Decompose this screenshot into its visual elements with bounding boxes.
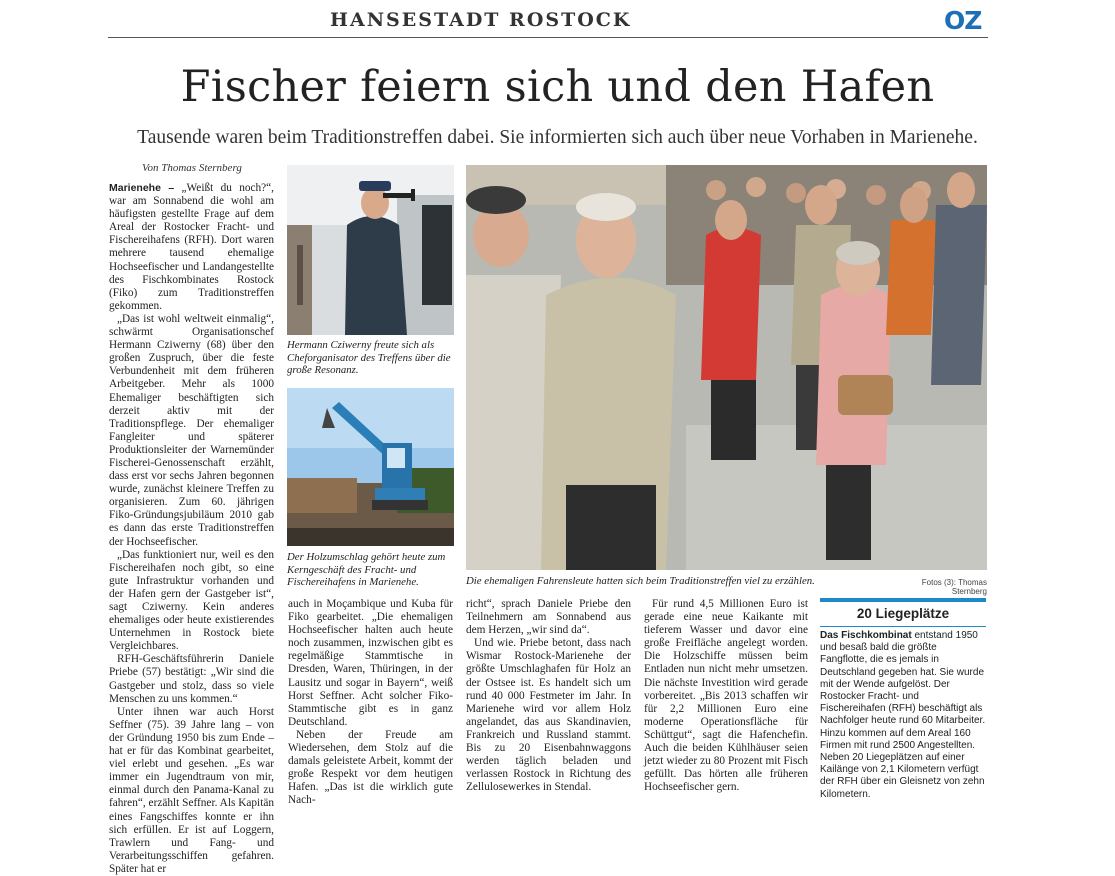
paragraph: Marienehe – „Weißt du noch?“, war am Sonnabend die wohl am häufigsten gestellte Frage auf dem Areal der Rostocker Fracht- und Fischereihafens (RFH). Dort waren mehrere tausend ehemalige Hochseefischer und Landangestellte des Fischkombinates Rostock (Fiko) zum Traditionstreffen gekommen. — [109, 182, 274, 312]
infobox-divider — [820, 626, 986, 627]
newspaper-logo: OZ — [944, 6, 982, 35]
article-column-1 — [109, 182, 274, 876]
header-divider — [108, 37, 988, 38]
photo-credit: Fotos (3): Thomas Sternberg — [921, 578, 987, 596]
photo-crane-caption: Der Holzumschlag gehört heute zum Kerngeschäft des Fracht- und Fischereihafens in Marienehe. — [287, 551, 446, 589]
paragraph: Neben der Freude am Wiedersehen, dem Stolz auf die damals geleistete Arbeit, kommt der große Respekt vor dem heutigen Hafen. „Das ist die wirklich gute Nach- — [288, 728, 453, 807]
article-headline: Fischer feiern sich und den Hafen — [180, 62, 935, 112]
paragraph: „Das funktioniert nur, weil es den Fischereihafen noch gibt, so eine gute Infrastruktur vorhanden und der Hafen gern der Gastgeber ist“, sagt Cziwerny. Kein anderes ehemaliges oder heute existierendes Unternehmen in Rostock biete Vergleichbares. — [109, 548, 274, 653]
paragraph: Für rund 4,5 Millionen Euro ist gerade eine neue Kaikante mit tieferem Wasser und davor eine große Freifläche angelegt worden. Die Holzschiffe müssen beim Entladen nun nicht mehr umsetzen. Die nächste Investition wird gerade vorbereitet. „Bis 2013 schaffen wir für 2,2 Millionen Euro eine moderne Operationsfläche für Schüttgut“, sagt die Hafenchefin. Auch die beiden Kühlhäuser seien jetzt wieder zu 80 Prozent mit Fisch gefüllt. Das hörten alle früheren Hochseefischer gern. — [644, 598, 808, 794]
section-title: HANSESTADT ROSTOCK — [330, 9, 632, 31]
photo-crowd — [466, 165, 987, 570]
paragraph: auch in Moçambique und Kuba für Fiko gearbeitet. „Die ehemaligen Hochseefischer halten auch heute noch zusammen, inzwischen gibt es regelmäßige Stammtische in Dresden, Waren, Thüringen, in der Lausitz und sogar in Bayern“, weiß Horst Seffner. Acht solcher Fiko-Stammtische gibt es in ganz Deutschland. — [288, 598, 453, 728]
dateline: Marienehe – — [109, 182, 175, 194]
article-column-3 — [466, 598, 631, 794]
paragraph: Und wie. Priebe betont, dass nach Wismar Rostock-Marienehe der größte Umschlaghafen für Holz an der Ostsee ist. Es handelt sich um rund 40 000 Festmeter im Jahr. In Marienehe wird vor allem Holz angelandet, das aus Skandinavien, Frankreich und Russland stammt. Bis zu 20 Eisenbahnwaggons werden täglich beladen und verlassen Rostock in Richtung des Zellulosewerkes in Stendal. — [466, 637, 631, 794]
infobox-body: entstand 1950 und besaß bald die größte Fangflotte, die es jemals in Deutschland gegeben hat. Sie wurde mit der Wende aufgelöst. Der Rostocker Fracht- und Fischereihafen (RFH) beschäftigt als Nachfolger heute rund 60 Mitarbeiter. Hinzu kommen auf dem Areal 160 Firmen mit rund 2500 Angestellten. Neben 20 Liegeplätzen auf einer Kailänge von 2,1 Kilometern verfügt der RFH über ein Gleisnetz von zehn Kilometern. — [820, 630, 986, 800]
article-column-2 — [288, 598, 453, 808]
article-subheadline: Tausende waren beim Traditionstreffen dabei. Sie informierten sich auch über neue Vorhaben in Marienehe. — [137, 127, 978, 148]
paragraph: „Das ist wohl weltweit einmalig“, schwärmt Organisationschef Hermann Cziwerny (68) über den großen Zuspruch, über die feste Verbundenheit mit dem früheren Arbeitgeber. Mehr als 1000 Ehemaliger beschäftigten sich derzeit aktiv mit der Traditionspflege. Der ehemaliger Fangleiter und späterer Produktionsleiter der Warnemünder Fischerei-Genossenschaft erzählt, dass erst vor sechs Jahren begonnen wurde, zunächst kleinere Treffen zu organisieren. Zum 60. jährigen Fiko-Gründungsjubiläum 2010 gab es dann das erste Traditionstreffen der Hochseefischer. — [109, 312, 274, 548]
paragraph: Unter ihnen war auch Horst Seffner (75). 39 Jahre lang – von der Gründung 1950 bis zum Ende – hat er für das Kombinat gearbeitet, viel erlebt und gesehen. „Es war immer ein Jugendtraum von mir, einmal durch den Panama-Kanal zu fahren“, erzählt Seffner. Als Kapitän eines Fangschiffes konnte er ihn sich erfüllen. Er ist auf Loggern, Trawlern und Fang- und Verarbeitungsschiffen gefahren. Später hat er — [109, 705, 274, 875]
infobox-text — [820, 630, 986, 801]
paragraph: richt“, sprach Daniele Priebe den Teilnehmern am Sonnabend aus dem Herzen, „wir sind da“. — [466, 598, 631, 637]
infobox-top-rule — [820, 598, 986, 602]
photo-speaker — [287, 165, 454, 335]
infobox-title: 20 Liegeplätze — [856, 606, 950, 621]
photo-crane — [287, 388, 454, 546]
photo-speaker-caption: Hermann Cziwerny freute sich als Cheforganisator des Treffens über die große Resonanz. — [287, 339, 451, 377]
article-column-4 — [644, 598, 808, 794]
infobox-lead: Das Fischkombinat — [820, 630, 912, 641]
photo-crowd-caption: Die ehemaligen Fahrensleute hatten sich beim Traditionstreffen viel zu erzählen. — [466, 575, 815, 587]
article-byline: Von Thomas Sternberg — [142, 162, 242, 174]
paragraph: RFH-Geschäftsführerin Daniele Priebe (57) bestätigt: „Wir sind die Gastgeber und stolz, dass so viele Menschen zu uns kommen.“ — [109, 653, 274, 705]
